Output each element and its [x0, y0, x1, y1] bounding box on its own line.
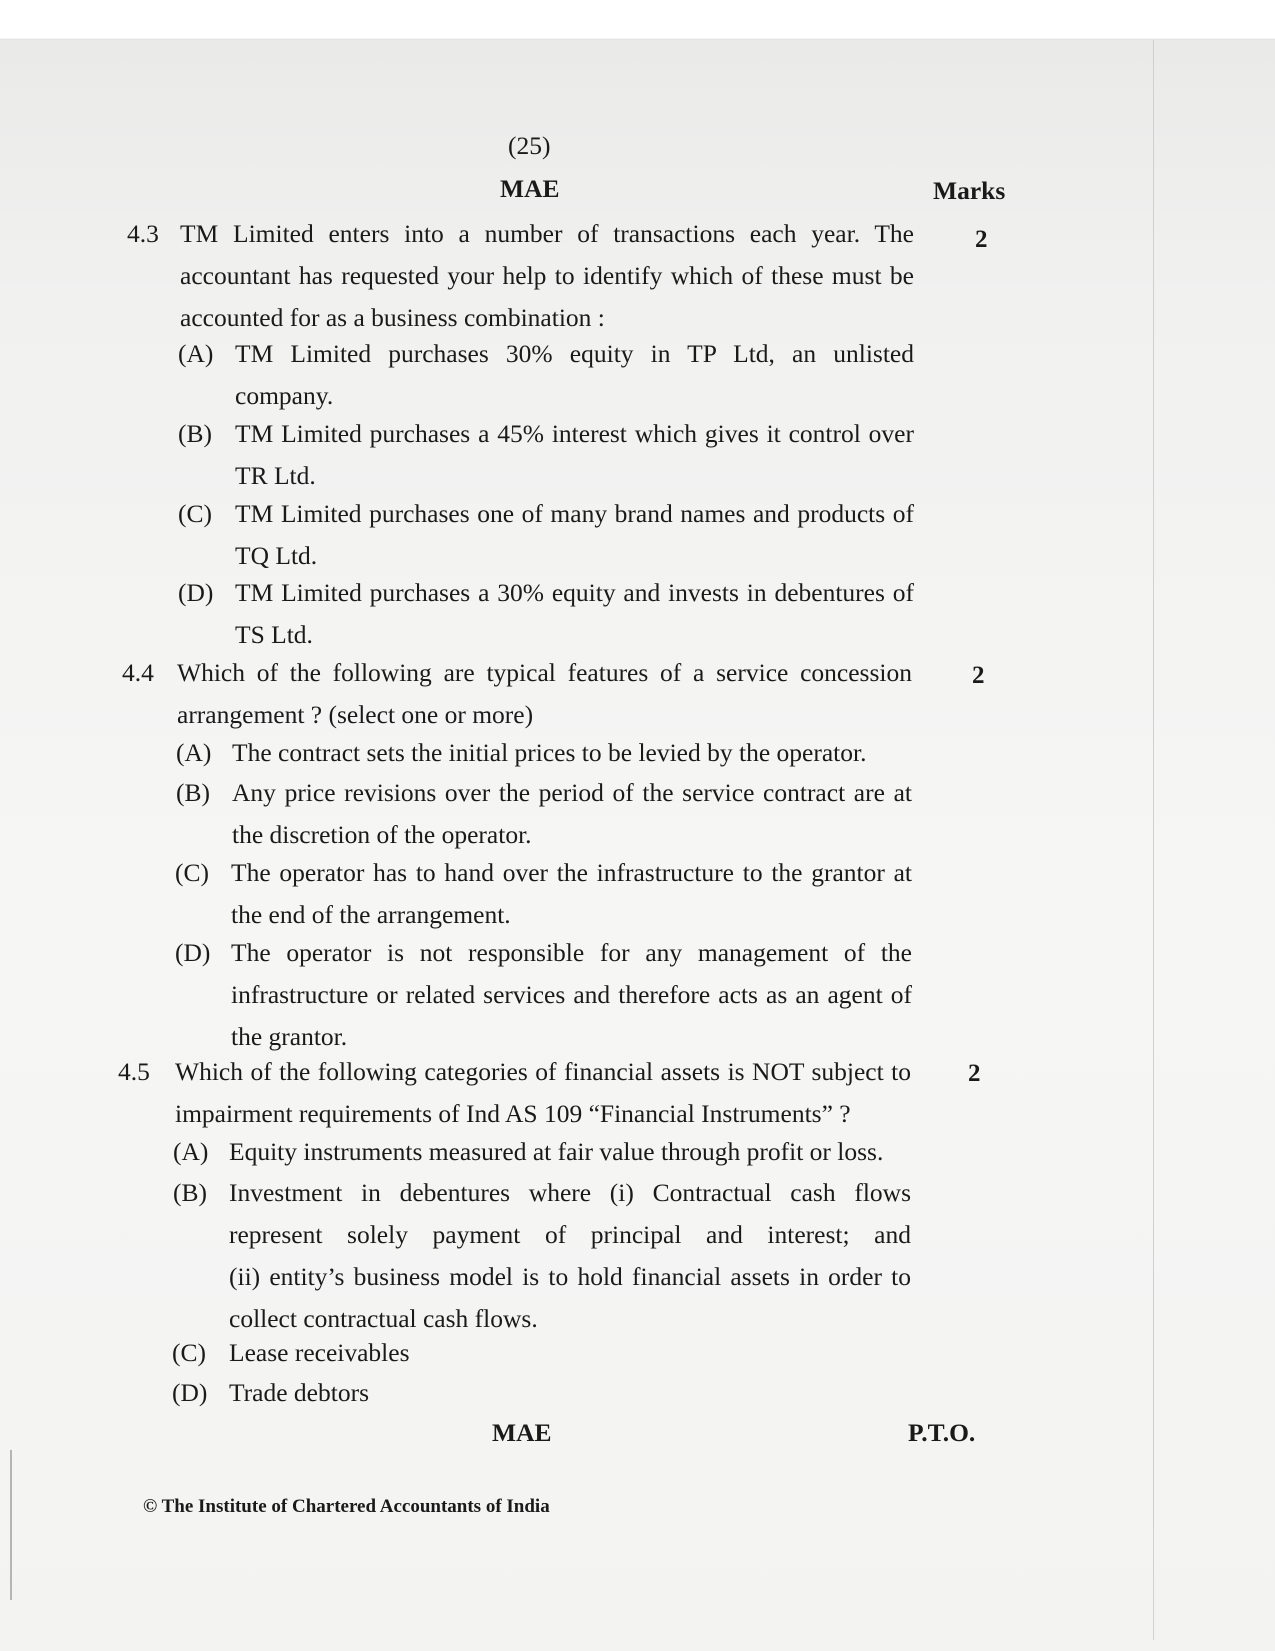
option-text — [235, 493, 914, 577]
option-line: TS Ltd. — [235, 620, 313, 649]
option-label: (C) — [178, 499, 212, 528]
option-label: (C) — [175, 858, 209, 887]
option-line: (ii) entity’s business model is to hold financial assets in order to — [229, 1262, 911, 1291]
option-text — [232, 732, 912, 774]
stem-line: Which of the following are typical features of a service concession — [177, 658, 912, 687]
option-line: The operator has to hand over the infrastructure to the grantor at — [231, 858, 912, 887]
option-text — [231, 852, 912, 936]
option-line: TM Limited purchases one of many brand names and products of — [235, 499, 914, 528]
option-line: TM Limited purchases a 45% interest which gives it control over — [235, 419, 914, 448]
option-label: (D) — [175, 938, 211, 967]
question-marks: 2 — [972, 662, 985, 689]
option-label: (B) — [178, 419, 212, 448]
option-label: (D) — [178, 578, 214, 607]
stem-line: accounted for as a business combination : — [180, 303, 605, 332]
option-line: Lease receivables — [229, 1338, 410, 1367]
option-line: Any price revisions over the period of the service contract are at — [232, 778, 912, 807]
option-line: Investment in debentures where (i) Contractual cash flows — [229, 1178, 911, 1207]
option-text — [231, 932, 912, 1058]
option-text — [229, 1172, 911, 1340]
question-marks: 2 — [975, 226, 988, 253]
stem-line: Which of the following categories of financial assets is NOT subject to — [175, 1057, 911, 1086]
option-label: (B) — [176, 778, 210, 807]
page-number: (25) — [508, 131, 551, 160]
option-line: the discretion of the operator. — [232, 820, 532, 849]
option-line: Trade debtors — [229, 1378, 370, 1407]
pto-label: P.T.O. — [908, 1418, 976, 1447]
option-label: (A) — [178, 339, 214, 368]
question-stem — [175, 1051, 911, 1135]
option-line: the grantor. — [231, 1022, 348, 1051]
option-line: The operator is not responsible for any management of the — [231, 938, 912, 967]
option-text — [235, 572, 914, 656]
option-line: the end of the arrangement. — [231, 900, 511, 929]
paper-code-header: MAE — [500, 174, 560, 203]
option-line: company. — [235, 381, 334, 410]
marks-column-heading: Marks — [933, 176, 1006, 205]
stem-line: accountant has requested your help to identify which of these must be — [180, 261, 914, 290]
stem-line: arrangement ? (select one or more) — [177, 700, 534, 729]
option-text — [229, 1332, 911, 1374]
option-line: Equity instruments measured at fair value through profit or loss. — [229, 1137, 884, 1166]
question-number: 4.5 — [118, 1057, 150, 1086]
option-line: TR Ltd. — [235, 461, 316, 490]
option-line: infrastructure or related services and therefore acts as an agent of — [231, 980, 912, 1009]
stem-line: TM Limited enters into a number of transactions each year. The — [180, 219, 914, 248]
question-marks: 2 — [968, 1060, 981, 1087]
scan-left-mark — [10, 1450, 12, 1600]
question-number: 4.3 — [127, 219, 159, 248]
option-label: (C) — [172, 1338, 206, 1367]
option-label: (D) — [172, 1378, 208, 1407]
stem-line: impairment requirements of Ind AS 109 “Financial Instruments” ? — [175, 1099, 851, 1128]
option-line: TQ Ltd. — [235, 541, 318, 570]
option-text — [229, 1372, 911, 1414]
copyright-notice: © The Institute of Chartered Accountants of India — [143, 1496, 550, 1517]
question-stem — [177, 652, 912, 736]
option-label: (A) — [176, 738, 212, 767]
option-text — [229, 1131, 911, 1173]
option-line: TM Limited purchases a 30% equity and invests in debentures of — [235, 578, 914, 607]
scan-right-edge — [1153, 40, 1154, 1640]
option-text — [235, 333, 914, 417]
scan-top-edge — [0, 0, 1275, 40]
option-label: (A) — [173, 1137, 209, 1166]
option-line: represent solely payment of principal and interest; and — [229, 1220, 911, 1249]
option-line: The contract sets the initial prices to be levied by the operator. — [232, 738, 867, 767]
option-text — [232, 772, 912, 856]
paper-code-footer: MAE — [492, 1418, 552, 1447]
option-text — [235, 413, 914, 497]
option-label: (B) — [173, 1178, 207, 1207]
option-line: TM Limited purchases 30% equity in TP Ltd, an unlisted — [235, 339, 914, 368]
question-number: 4.4 — [122, 658, 154, 687]
question-stem — [180, 213, 914, 339]
option-line: collect contractual cash flows. — [229, 1304, 538, 1333]
